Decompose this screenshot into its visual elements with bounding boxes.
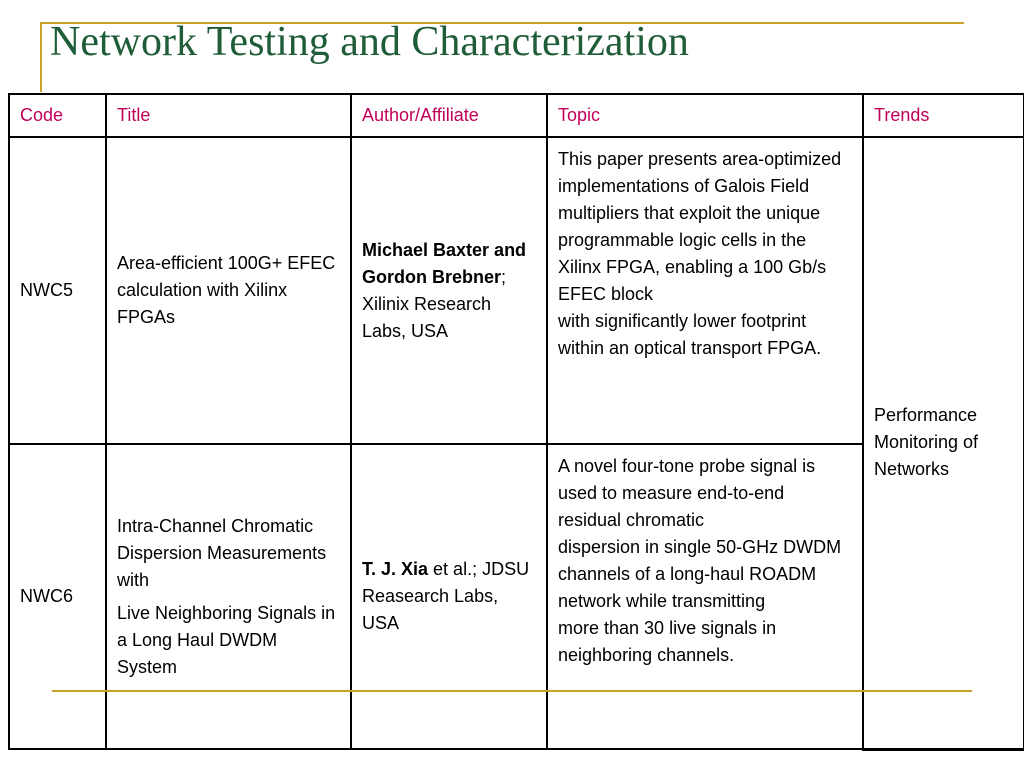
author-cell	[351, 444, 547, 749]
bottom-accent-rule	[52, 690, 972, 692]
author-name: T. J. Xia	[362, 559, 429, 579]
topic-cell	[547, 444, 863, 749]
table-row	[9, 137, 1024, 444]
header-topic: Topic	[547, 94, 863, 137]
title-cell: Area-efficient 100G+ EFEC calculation with Xilinx FPGAs	[106, 137, 351, 444]
slide-title: Network Testing and Characterization	[50, 19, 689, 65]
author-cell	[351, 137, 547, 444]
topic-text: more than 30 live signals in neighboring channels.	[558, 618, 777, 665]
header-title: Title	[106, 94, 351, 137]
papers-table	[8, 93, 1024, 751]
header-code: Code	[9, 94, 106, 137]
code-cell: NWC5	[9, 137, 106, 444]
topic-cell	[547, 137, 863, 444]
title-text: Live Neighboring Signals in a Long Haul DWDM System	[117, 602, 336, 677]
topic-text: This paper presents area-optimized implementations of Galois Field multipliers that exploit the unique programmable logic cells in the Xilinx FPGA, enabling a 100 Gb/s EFEC block	[558, 149, 842, 304]
author-name: Michael Baxter and Gordon Brebner	[362, 239, 527, 287]
title-text: Intra-Channel Chromatic Dispersion Measurements with	[117, 515, 327, 590]
author-affiliation: et al.; JDSU Reasearch Labs, USA	[362, 559, 530, 633]
topic-text: with significantly lower footprint within an optical transport FPGA.	[558, 311, 822, 358]
trends-cell: Performance Monitoring of Networks	[863, 137, 1024, 749]
header-trends: Trends	[863, 94, 1024, 137]
topic-text: dispersion in single 50-GHz DWDM channels of a long-haul ROADM network while transmitting	[558, 537, 842, 611]
topic-text: A novel four-tone probe signal is used to measure end-to-end residual chromatic	[558, 456, 816, 530]
title-cell	[106, 444, 351, 749]
header-author: Author/Affiliate	[351, 94, 547, 137]
table-header-row	[9, 94, 1024, 137]
author-affiliation: ; Xilinix Research Labs, USA	[362, 266, 507, 341]
code-cell: NWC6	[9, 444, 106, 749]
left-accent-rule	[40, 22, 42, 92]
